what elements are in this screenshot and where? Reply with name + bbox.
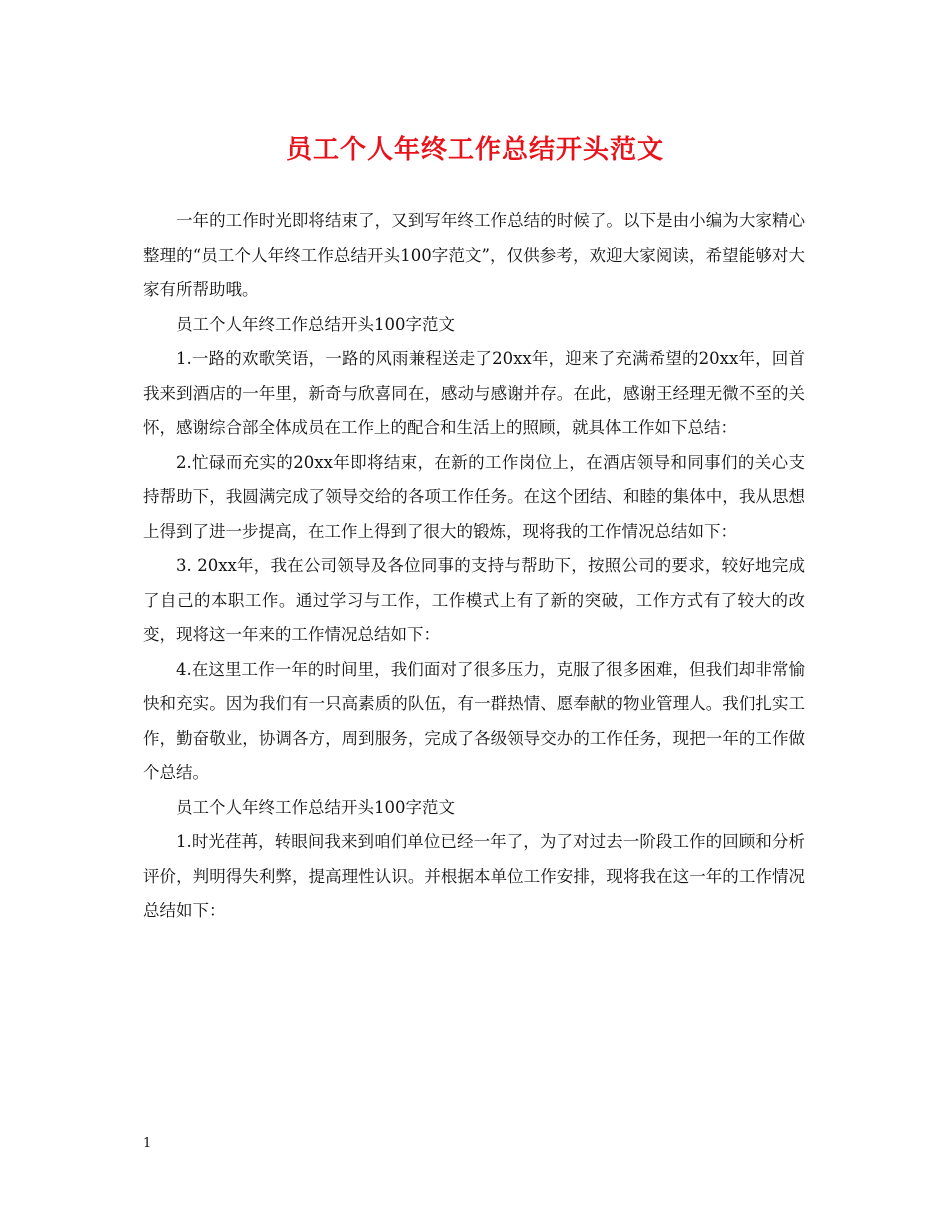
sample-paragraph-1: 1.一路的欢歌笑语，一路的风雨兼程送走了20xx年，迎来了充满希望的20xx年，回首我来到酒店的一年里，新奇与欣喜同在，感动与感谢并存。在此，感谢王经理无微不至的关怀，感谢综合部全体成员在工作上的配合和生活上的照顾，就具体工作如下总结： — [143, 349, 805, 437]
sample-paragraph-2: 2.忙碌而充实的20xx年即将结束，在新的工作岗位上，在酒店领导和同事们的关心支持帮助下，我圆满完成了领导交给的各项工作任务。在这个团结、和睦的集体中，我从思想上得到了进一步提高，在工作上得到了很大的锻炼，现将我的工作情况总结如下： — [143, 452, 805, 541]
intro-paragraph: 一年的工作时光即将结束了，又到写年终工作总结的时候了。以下是由小编为大家精心整理的“员工个人年终工作总结开头100字范文”，仅供参考，欢迎大家阅读，希望能够对大家有所帮助哦。 — [143, 211, 805, 299]
sample-paragraph-4: 4.在这里工作一年的时间里，我们面对了很多压力，克服了很多困难，但我们却非常愉快和充实。因为我们有一只高素质的队伍，有一群热情、愿奉献的物业管理人。我们扎实工作，勤奋敬业，协调各方，周到服务，完成了各级领导交办的工作任务，现把一年的工作做个总结。 — [143, 659, 805, 782]
sample-paragraph-3: 3. 20xx年，我在公司领导及各位同事的支持与帮助下，按照公司的要求，较好地完成了自己的本职工作。通过学习与工作，工作模式上有了新的突破，工作方式有了较大的改变，现将这一年来的工作情况总结如下： — [143, 556, 805, 644]
page-number: 1 — [143, 1136, 152, 1151]
document-title: 员工个人年终工作总结开头范文 — [285, 135, 664, 165]
document-body — [143, 204, 805, 929]
section-heading: 员工个人年终工作总结开头100字范文 — [176, 314, 455, 334]
section-heading: 员工个人年终工作总结开头100字范文 — [176, 797, 455, 817]
sample-paragraph-5: 1.时光荏苒，转眼间我来到咱们单位已经一年了，为了对过去一阶段工作的回顾和分析评价，判明得失利弊，提高理性认识。并根据本单位工作安排，现将我在这一年的工作情况总结如下： — [143, 832, 805, 920]
